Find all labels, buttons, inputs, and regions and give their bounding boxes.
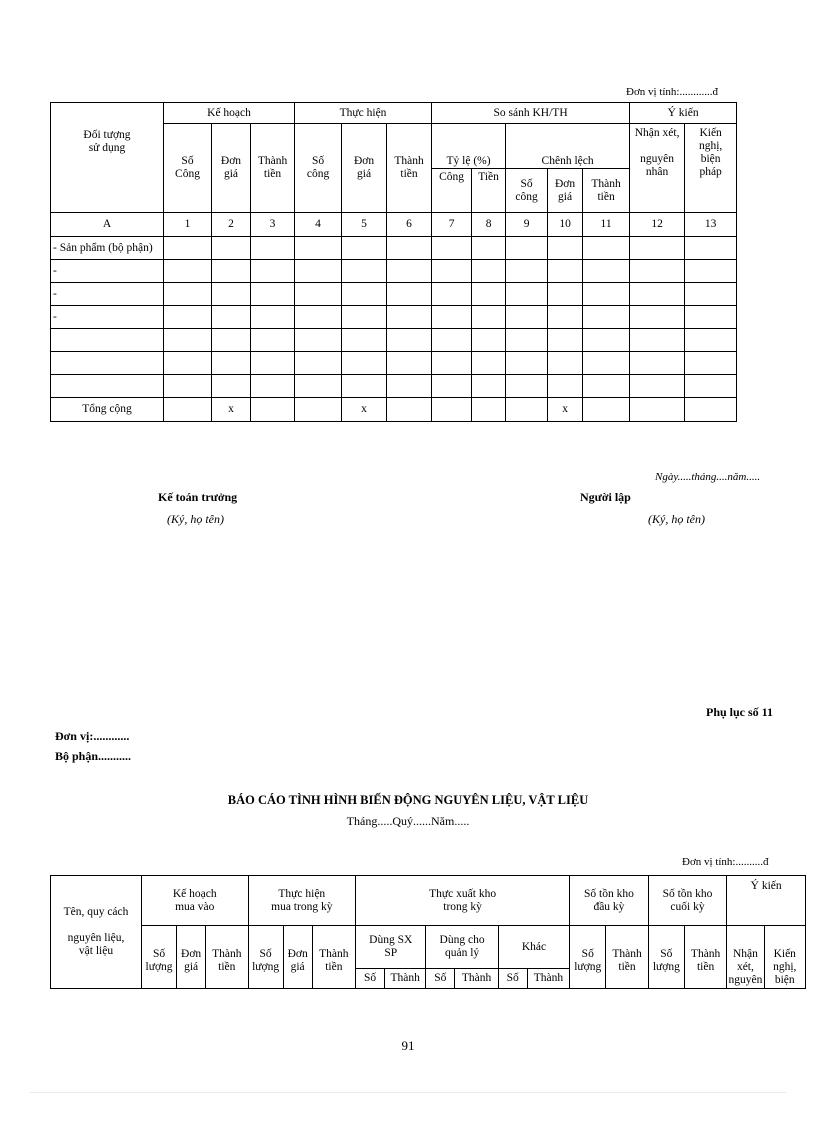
col-material-name: Tên, quy cách nguyên liệu, vật liệu <box>51 876 142 989</box>
unit-label-bottom: Đơn vị tính:..........đ <box>682 856 769 868</box>
table-row <box>51 237 737 260</box>
col-purchase-plan: Kế hoạch mua vào <box>141 876 248 926</box>
col-thanh: Thành <box>455 969 498 989</box>
col-so: Số <box>356 969 385 989</box>
table-row <box>51 352 737 375</box>
num-cell: 4 <box>295 213 342 237</box>
col-propose-bottom: Kiến nghị, biện <box>764 926 805 989</box>
numbering-row <box>51 213 737 237</box>
chief-accountant-sign: (Ký, họ tên) <box>167 512 224 526</box>
num-cell: 7 <box>432 213 472 237</box>
col-actual-qty: Số công <box>295 124 342 213</box>
col-diff: Chênh lệch <box>506 124 630 169</box>
col-price: Đơn giá <box>283 926 312 989</box>
row-label <box>51 329 164 352</box>
row-label <box>51 375 164 398</box>
col-plan-qty: Số Công <box>164 124 212 213</box>
num-cell: 3 <box>251 213 295 237</box>
total-row <box>51 398 737 422</box>
preparer-sign: (Ký, họ tên) <box>648 512 705 526</box>
col-qty: Số lượng <box>648 926 684 989</box>
col-ratio: Tỷ lệ (%) <box>432 124 506 169</box>
num-cell: 2 <box>212 213 251 237</box>
appendix-label: Phụ lục số 11 <box>706 705 774 719</box>
total-mark: x <box>342 398 387 422</box>
num-cell: 13 <box>685 213 737 237</box>
col-diff-amount: Thành tiền <box>583 169 630 213</box>
col-opinion: Ý kiến <box>630 103 737 124</box>
col-export: Thực xuất kho trong kỳ <box>356 876 570 926</box>
department: Bộ phận........... <box>55 749 132 763</box>
col-amount: Thành tiền <box>606 926 648 989</box>
plan-vs-actual-table <box>50 102 737 422</box>
col-compare: So sánh KH/TH <box>432 103 630 124</box>
col-actual: Thực hiện <box>295 103 432 124</box>
col-amount: Thành tiền <box>684 926 726 989</box>
col-so: Số <box>498 969 527 989</box>
col-qty: Số lượng <box>570 926 606 989</box>
row-label: - Sản phẩm (bộ phận) <box>51 237 164 260</box>
col-actual-price: Đơn giá <box>342 124 387 213</box>
total-mark: x <box>548 398 583 422</box>
table-row <box>51 283 737 306</box>
col-qty: Số lượng <box>141 926 176 989</box>
col-opinion-bottom: Ý kiến <box>727 876 806 926</box>
col-actual-amount: Thành tiền <box>387 124 432 213</box>
num-cell: 9 <box>506 213 548 237</box>
total-mark: x <box>212 398 251 422</box>
col-thanh: Thành <box>385 969 426 989</box>
col-propose: Kiến nghị, biện pháp <box>685 124 737 213</box>
col-so: Số <box>426 969 455 989</box>
col-subject: Đối tượng sử dụng <box>51 103 164 213</box>
row-label <box>51 352 164 375</box>
num-cell: 6 <box>387 213 432 237</box>
col-qty: Số lượng <box>248 926 283 989</box>
num-cell: 8 <box>472 213 506 237</box>
num-cell: 1 <box>164 213 212 237</box>
col-amount: Thành tiền <box>312 926 355 989</box>
col-purchase-actual: Thực hiện mua trong kỳ <box>248 876 356 926</box>
col-price: Đơn giá <box>177 926 206 989</box>
report-period: Tháng.....Quý......Năm..... <box>346 814 470 828</box>
col-plan: Kế hoạch <box>164 103 295 124</box>
report-title: BÁO CÁO TÌNH HÌNH BIẾN ĐỘNG NGUYÊN LIỆU, VẬT LIỆU <box>227 793 589 807</box>
num-cell: 12 <box>630 213 685 237</box>
col-closing-stock: Số tồn kho cuối kỳ <box>648 876 727 926</box>
total-label: Tổng cộng <box>51 398 164 422</box>
col-use-management: Dùng cho quản lý <box>426 926 498 969</box>
table-row <box>51 260 737 283</box>
num-cell: A <box>51 213 164 237</box>
col-diff-price: Đơn giá <box>548 169 583 213</box>
table-row <box>51 375 737 398</box>
table-row <box>51 329 737 352</box>
material-movement-table <box>50 875 806 989</box>
unit-label-top: Đơn vị tính:............đ <box>626 86 718 98</box>
col-comment: Nhận xét, nguyên nhân <box>630 124 685 213</box>
row-label: - <box>51 306 164 329</box>
col-amount: Thành tiền <box>206 926 248 989</box>
date-line: Ngày.....tháng....năm..... <box>655 471 761 483</box>
page-number: 91 <box>401 1038 415 1053</box>
row-label: - <box>51 260 164 283</box>
col-opening-stock: Số tồn kho đầu kỳ <box>570 876 649 926</box>
chief-accountant-title: Kế toán trưởng <box>158 490 238 504</box>
num-cell: 11 <box>583 213 630 237</box>
unit-name: Đơn vị:............ <box>55 729 130 743</box>
num-cell: 5 <box>342 213 387 237</box>
col-ratio-work: Công <box>432 169 472 213</box>
col-thanh: Thành <box>527 969 569 989</box>
col-diff-qty: Số công <box>506 169 548 213</box>
row-label: - <box>51 283 164 306</box>
preparer-title: Người lập <box>580 490 631 504</box>
col-use-production: Dùng SX SP <box>356 926 426 969</box>
table-row <box>51 306 737 329</box>
num-cell: 10 <box>548 213 583 237</box>
col-other: Khác <box>498 926 569 969</box>
footer-divider <box>30 1092 786 1093</box>
col-comment-bottom: Nhận xét, nguyên <box>727 926 764 989</box>
col-plan-amount: Thành tiền <box>251 124 295 213</box>
col-ratio-money: Tiền <box>472 169 506 213</box>
col-plan-price: Đơn giá <box>212 124 251 213</box>
